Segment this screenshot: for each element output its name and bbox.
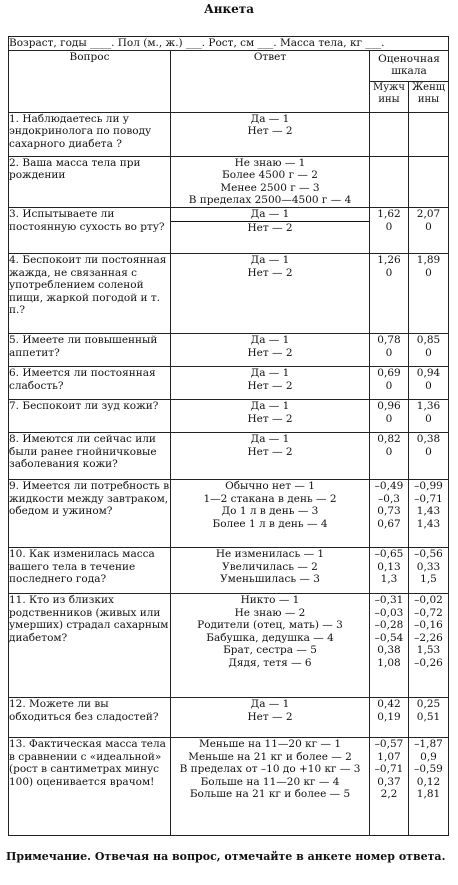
women-score: 1,53 xyxy=(416,644,441,657)
question-row xyxy=(9,399,449,432)
men-score: 0 xyxy=(385,220,393,233)
men-score: 0,42 xyxy=(377,697,401,710)
women-score: 0 xyxy=(425,379,432,392)
men-scores xyxy=(370,112,409,156)
answer-option: Нет — 2 xyxy=(247,266,293,279)
question-text: 12. Можете ли вы обходиться без сладостей? xyxy=(9,697,171,737)
answer-option: Увеличилась — 2 xyxy=(222,560,318,573)
answer-option: Меньше на 11—20 кг — 1 xyxy=(198,737,342,750)
column-answer: Ответ xyxy=(171,50,370,112)
women-score: –0,26 xyxy=(414,656,443,669)
women-scores xyxy=(409,547,449,593)
answer-options xyxy=(171,547,370,593)
question-row xyxy=(9,479,449,547)
answer-option: Менее 2500 г — 3 xyxy=(220,181,320,194)
answer-option: Нет — 2 xyxy=(247,125,293,138)
answer-option: Да — 1 xyxy=(250,333,290,346)
answer-options xyxy=(171,432,370,479)
men-score: 1,08 xyxy=(377,656,401,669)
men-score: –0,65 xyxy=(374,547,404,560)
women-scores xyxy=(409,156,449,207)
answer-option: Не знаю — 1 xyxy=(234,156,306,169)
answer-option: Не знаю — 2 xyxy=(234,606,306,619)
question-text: 7. Беспокоит ли зуд кожи? xyxy=(9,399,171,432)
men-scores xyxy=(370,737,409,835)
women-score: 1,5 xyxy=(420,573,437,586)
question-text: 1. Наблюдаетесь ли у эндокринолога по поводу сахарного диабета ? xyxy=(9,112,171,156)
women-score: 1,89 xyxy=(416,253,441,266)
answer-option: Нет — 2 xyxy=(247,346,293,359)
men-score: 0,96 xyxy=(377,399,401,412)
answer-options xyxy=(171,399,370,432)
questionnaire-table xyxy=(8,36,449,836)
men-score: –0,54 xyxy=(374,631,404,644)
answer-option: Никто — 1 xyxy=(240,593,300,606)
header-line: Возраст, годы ____. Пол (м., ж.) ___. Рост, см ___. Масса тела, кг ___. xyxy=(9,37,449,51)
men-score: 1,3 xyxy=(380,573,398,586)
question-text: 4. Беспокоит ли постоянная жажда, не связанная с употреблением соленой пищи, жаркой погодой и т. п.? xyxy=(9,253,171,333)
women-score: –0,02 xyxy=(414,593,443,606)
men-score: 0,38 xyxy=(377,644,401,657)
men-scores xyxy=(370,156,409,207)
answer-option: Больше на 21 кг и более — 5 xyxy=(189,788,351,801)
women-scores xyxy=(409,112,449,156)
men-scores xyxy=(370,366,409,399)
women-score: –2,26 xyxy=(414,631,443,644)
women-score: –1,87 xyxy=(414,737,443,750)
women-score: 0,38 xyxy=(416,432,441,445)
women-score: –0,16 xyxy=(414,619,443,632)
women-score: 0 xyxy=(425,220,432,233)
men-score: –0,71 xyxy=(374,763,404,776)
question-row xyxy=(9,547,449,593)
answer-option: Да — 1 xyxy=(250,253,290,266)
women-score: 0 xyxy=(425,346,432,359)
answer-option: Да — 1 xyxy=(250,697,290,710)
men-score: 0 xyxy=(385,379,393,392)
women-score: –0,59 xyxy=(414,763,443,776)
answer-options xyxy=(171,253,370,333)
answer-option: Больше на 11—20 кг — 4 xyxy=(200,775,340,788)
answer-option: Родители (отец, мать) — 3 xyxy=(197,619,343,632)
question-row xyxy=(9,366,449,399)
answer-option: Дядя, тетя — 6 xyxy=(228,656,312,669)
women-score: –0,56 xyxy=(414,547,443,560)
men-score: 0,13 xyxy=(377,560,401,573)
women-scores xyxy=(409,737,449,835)
men-score: 2,2 xyxy=(380,788,398,801)
men-score: 0,67 xyxy=(377,517,401,530)
men-score: –0,28 xyxy=(374,619,404,632)
answer-option: Обычно нет — 1 xyxy=(225,479,315,492)
answer-option: Нет — 2 xyxy=(247,379,293,392)
answer-option: Более 4500 г — 2 xyxy=(222,169,318,182)
women-score: 1,43 xyxy=(416,505,441,518)
women-score: 0,12 xyxy=(416,775,441,788)
question-text: 8. Имеются ли сейчас или были ранее гнойничковые заболевания кожи? xyxy=(9,432,171,479)
men-score: 0 xyxy=(385,266,393,279)
women-score: 1,81 xyxy=(416,788,441,801)
answer-option: Нет — 2 xyxy=(247,445,293,458)
question-row xyxy=(9,112,449,156)
women-score: 0,25 xyxy=(416,697,441,710)
men-scores xyxy=(370,479,409,547)
women-scores xyxy=(409,593,449,697)
answer-option: 1—2 стакана в день — 2 xyxy=(203,492,337,505)
question-row xyxy=(9,253,449,333)
answer-options xyxy=(171,697,370,737)
question-text: 6. Имеется ли постоянная слабость? xyxy=(9,366,171,399)
women-score: 0,9 xyxy=(420,750,437,763)
question-text: 3. Испытываете ли постоянную сухость во рту? xyxy=(9,207,171,253)
answer-option: Да — 1 xyxy=(250,366,290,379)
question-row xyxy=(9,697,449,737)
answer-options xyxy=(171,479,370,547)
answer-option: Бабушка, дедушка — 4 xyxy=(206,631,334,644)
question-text: 10. Как изменилась масса вашего тела в течение последнего года? xyxy=(9,547,171,593)
answer-option: В пределах 2500—4500 г — 4 xyxy=(188,194,352,207)
men-score: 0,37 xyxy=(377,775,401,788)
column-men: Мужчины xyxy=(370,81,409,112)
men-score: 1,07 xyxy=(377,750,401,763)
question-row xyxy=(9,333,449,366)
answer-option: В пределах от –10 до +10 кг — 3 xyxy=(179,763,361,776)
men-scores xyxy=(370,399,409,432)
women-scores xyxy=(409,366,449,399)
answer-option: Нет — 2 xyxy=(247,710,293,723)
answer-option: Брат, сестра — 5 xyxy=(223,644,317,657)
men-scores xyxy=(370,333,409,366)
men-score: 0,69 xyxy=(377,366,401,379)
question-text: 11. Кто из близких родственников (живых или умерших) страдал сахарным диабетом? xyxy=(9,593,171,697)
men-score: –0,57 xyxy=(374,737,404,750)
column-scale: Оценочная шкала xyxy=(370,50,449,81)
answer-options xyxy=(171,156,370,207)
women-scores xyxy=(409,253,449,333)
question-text: 13. Фактическая масса тела в сравнении с «идеальной» (рост в сантиметрах минус 100) оценивается врачом! xyxy=(9,737,171,835)
women-score: 0,33 xyxy=(416,560,441,573)
question-row xyxy=(9,593,449,697)
women-score: 1,36 xyxy=(416,399,441,412)
question-row xyxy=(9,737,449,835)
form-title: Анкета xyxy=(203,2,255,16)
men-scores xyxy=(370,207,409,253)
answer-option: Да — 1 xyxy=(250,112,290,125)
men-score: 0,19 xyxy=(377,710,401,723)
answer-options xyxy=(171,333,370,366)
women-scores xyxy=(409,399,449,432)
women-score: 0,85 xyxy=(416,333,441,346)
women-scores xyxy=(409,432,449,479)
women-score: 0,51 xyxy=(416,710,441,723)
question-text: 5. Имеете ли повышенный аппетит? xyxy=(9,333,171,366)
women-scores xyxy=(409,479,449,547)
answer-option: Меньше на 21 кг и более — 2 xyxy=(188,750,352,763)
men-score: 0,78 xyxy=(377,333,401,346)
women-scores xyxy=(409,697,449,737)
men-scores xyxy=(370,432,409,479)
men-score: –0,31 xyxy=(374,593,404,606)
women-score: –0,72 xyxy=(414,606,443,619)
answer-option: Нет — 2 xyxy=(247,221,293,234)
men-score: 0 xyxy=(385,346,393,359)
column-women: Женщины xyxy=(409,81,449,112)
answer-option: Да — 1 xyxy=(250,399,290,412)
answer-options xyxy=(171,593,370,697)
women-score: –0,71 xyxy=(414,492,443,505)
question-row xyxy=(9,207,449,253)
question-row xyxy=(9,156,449,207)
footnote: Примечание. Отвечая на вопрос, отмечайте в анкете номер ответа. xyxy=(6,850,446,863)
men-score: 1,62 xyxy=(377,207,401,220)
women-scores xyxy=(409,207,449,253)
answer-options xyxy=(171,112,370,156)
answer-option: Уменьшилась — 3 xyxy=(220,573,320,586)
answer-option: До 1 л в день — 3 xyxy=(221,505,319,518)
question-row xyxy=(9,432,449,479)
women-score: 2,07 xyxy=(416,207,441,220)
answer-options xyxy=(171,366,370,399)
question-text: 2. Ваша масса тела при рождении xyxy=(9,156,171,207)
question-text: 9. Имеется ли потребность в жидкости между завтраком, обедом и ужином? xyxy=(9,479,171,547)
answer-option: Не изменилась — 1 xyxy=(215,547,325,560)
men-scores xyxy=(370,253,409,333)
answer-options xyxy=(171,207,370,253)
men-score: 1,26 xyxy=(377,253,401,266)
women-score: 0 xyxy=(425,445,432,458)
answer-options xyxy=(171,737,370,835)
answer-option: Да — 1 xyxy=(171,208,369,222)
women-score: 1,43 xyxy=(416,517,441,530)
answer-option: Более 1 л в день — 4 xyxy=(212,517,328,530)
answer-option: Нет — 2 xyxy=(247,412,293,425)
answer-option: Да — 1 xyxy=(250,432,290,445)
men-score: 0 xyxy=(385,445,393,458)
women-score: 0 xyxy=(425,412,432,425)
men-score: 0,73 xyxy=(377,505,401,518)
men-score: –0,49 xyxy=(374,479,404,492)
men-score: 0 xyxy=(385,412,393,425)
men-score: 0,82 xyxy=(377,432,401,445)
men-scores xyxy=(370,697,409,737)
men-scores xyxy=(370,547,409,593)
women-score: 0 xyxy=(425,266,432,279)
women-score: –0,99 xyxy=(414,479,443,492)
men-score: –0,3 xyxy=(378,492,400,505)
men-score: –0,03 xyxy=(374,606,404,619)
column-question: Вопрос xyxy=(9,50,171,112)
men-scores xyxy=(370,593,409,697)
women-score: 0,94 xyxy=(416,366,441,379)
women-scores xyxy=(409,333,449,366)
